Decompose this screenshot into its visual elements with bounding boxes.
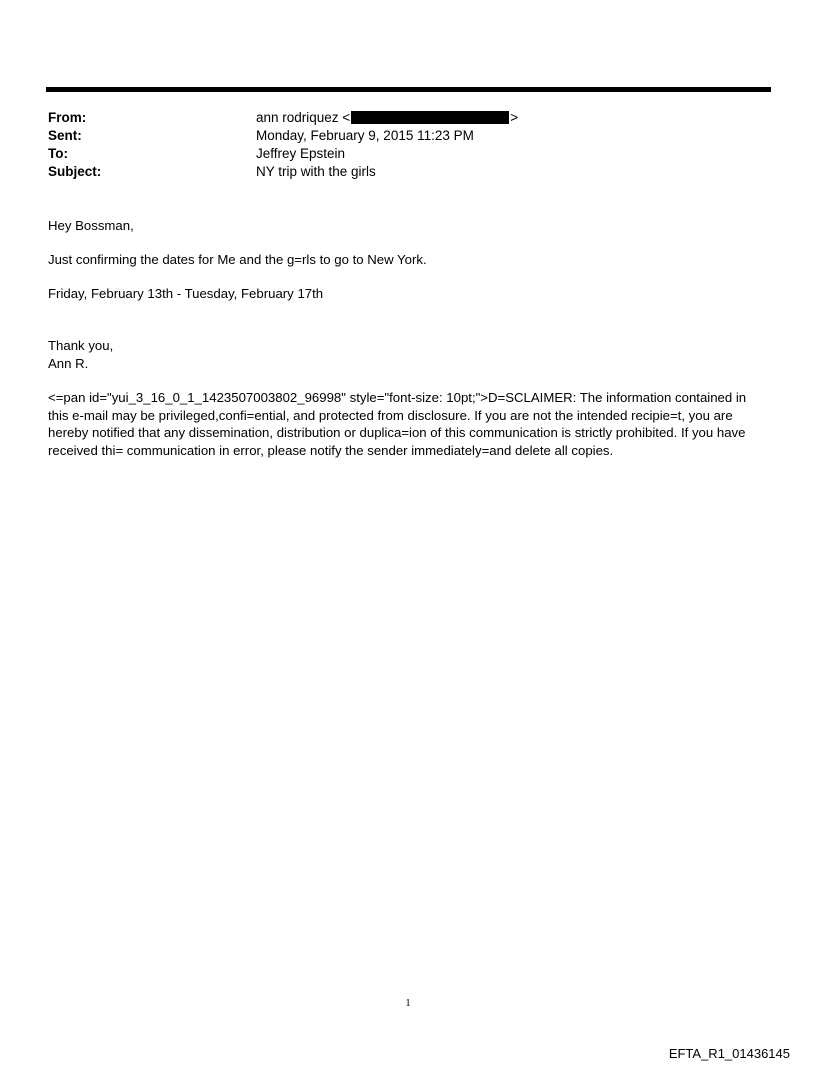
- closing: Thank you,: [48, 338, 114, 353]
- email-header: [48, 109, 518, 181]
- header-rule: [46, 87, 771, 92]
- from-value: [256, 109, 518, 127]
- subject-value: NY trip with the girls: [256, 164, 376, 179]
- disclaimer: <=pan id="yui_3_16_0_1_1423507003802_96998" style="font-size: 10pt;">D=SCLAIMER: The information contained in this e-mail may be privileged,confi=ential, and protected from disclosure. If you are not the intended recipie=t, you are hereby notified that any dissemination, distribution or duplica=ion of this communication is strictly prohibited. If you have received thi= communication in error, please notify the sender immediately=and delete all copies.: [48, 390, 747, 458]
- document-id: EFTA_R1_01436145: [668, 1046, 790, 1061]
- to-label: To:: [48, 146, 68, 161]
- to-row: [48, 145, 518, 163]
- sent-value: Monday, February 9, 2015 11:23 PM: [256, 128, 474, 143]
- redacted-email: [351, 111, 509, 124]
- from-name: ann rodriquez <: [256, 110, 351, 125]
- signature: Ann R.: [48, 356, 89, 371]
- page-number: 1: [405, 997, 411, 1009]
- greeting: Hey Bossman,: [48, 218, 134, 233]
- trip-dates: Friday, February 13th - Tuesday, February 17th: [48, 286, 324, 301]
- email-body: [48, 217, 764, 459]
- body-line: Just confirming the dates for Me and the g=rls to go to New York.: [48, 252, 427, 267]
- subject-row: [48, 163, 518, 181]
- from-close: >: [510, 110, 519, 125]
- from-row: [48, 109, 518, 127]
- sent-label: Sent:: [48, 128, 82, 143]
- to-value: Jeffrey Epstein: [256, 146, 346, 161]
- subject-label: Subject:: [48, 164, 102, 179]
- from-label: From:: [48, 110, 87, 125]
- sent-row: [48, 127, 518, 145]
